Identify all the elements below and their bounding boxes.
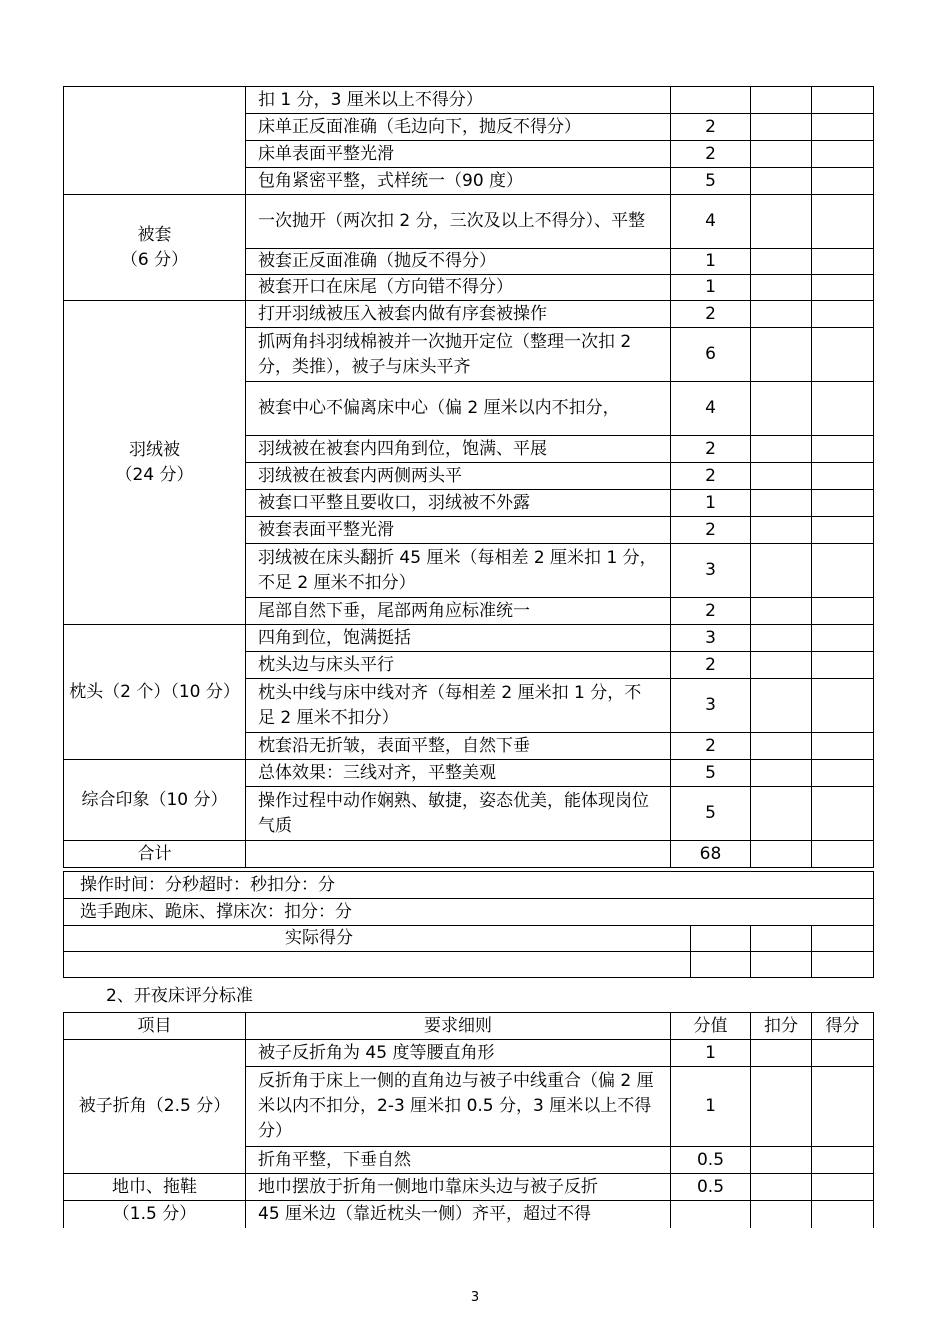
requirement-cell: 被套表面平整光滑: [246, 517, 671, 544]
requirement-cell: 被套开口在床尾（方向错不得分）: [246, 275, 671, 301]
deduct-cell: [751, 760, 812, 787]
score-cell: 2: [671, 436, 751, 463]
score-cell: 1: [671, 275, 751, 301]
requirement-cell: 枕头边与床头平行: [246, 652, 671, 679]
got-cell: [812, 195, 874, 249]
requirement-cell: 地巾摆放于折角一侧地巾靠床头边与被子反折: [246, 1174, 671, 1201]
score-cell: 5: [671, 787, 751, 841]
score-cell: 0.5: [671, 1147, 751, 1174]
score-cell: 2: [671, 114, 751, 141]
item-dijin-score: （1.5 分）: [64, 1201, 246, 1228]
got-cell: [812, 87, 874, 114]
got-cell: [812, 787, 874, 841]
operation-time-row: 操作时间：分秒超时：秒扣分：分: [64, 872, 874, 899]
deduct-cell: [751, 652, 812, 679]
score-cell: 2: [671, 652, 751, 679]
blank-cell: [812, 926, 874, 952]
got-cell: [812, 328, 874, 382]
deduct-cell: [751, 1067, 812, 1147]
got-cell: [812, 436, 874, 463]
requirement-cell: 打开羽绒被压入被套内做有序套被操作: [246, 301, 671, 328]
header-deduct: 扣分: [751, 1013, 812, 1040]
score-cell: 1: [671, 1067, 751, 1147]
blank-cell: [751, 926, 812, 952]
score-cell: 3: [671, 625, 751, 652]
header-item: 项目: [64, 1013, 246, 1040]
requirement-cell: 折角平整，下垂自然: [246, 1147, 671, 1174]
score-cell: 2: [671, 517, 751, 544]
got-cell: [812, 1067, 874, 1147]
actual-score-label: 实际得分: [64, 926, 691, 952]
item-yurongbei: 羽绒被 （24 分）: [64, 301, 246, 625]
requirement-cell: 总体效果：三线对齐，平整美观: [246, 760, 671, 787]
requirement-cell: 包角紧密平整，式样统一（90 度）: [246, 168, 671, 195]
got-cell: [812, 679, 874, 733]
item-beitao: 被套 （6 分）: [64, 195, 246, 301]
score-cell: 2: [671, 301, 751, 328]
requirement-cell: 被子反折角为 45 度等腰直角形: [246, 1040, 671, 1067]
got-cell: [812, 141, 874, 168]
score-cell: 3: [671, 679, 751, 733]
deduct-cell: [751, 463, 812, 490]
item-dijin-tuoxie: 地巾、拖鞋: [64, 1174, 246, 1201]
requirement-cell: 羽绒被在被套内四角到位，饱满、平展: [246, 436, 671, 463]
deduct-cell: [751, 841, 812, 868]
deduct-cell: [751, 1040, 812, 1067]
got-cell: [812, 301, 874, 328]
blank-cell: [751, 952, 812, 978]
header-got: 得分: [812, 1013, 874, 1040]
deduct-cell: [751, 168, 812, 195]
requirement-cell: 45 厘米边（靠近枕头一侧）齐平，超过不得: [246, 1201, 671, 1228]
requirement-cell: 尾部自然下垂，尾部两角应标准统一: [246, 598, 671, 625]
score-cell: 6: [671, 328, 751, 382]
requirement-cell: 扣 1 分，3 厘米以上不得分）: [246, 87, 671, 114]
score-cell: 2: [671, 463, 751, 490]
requirement-cell: 枕头中线与床中线对齐（每相差 2 厘米扣 1 分，不足 2 厘米不扣分）: [246, 679, 671, 733]
score-cell: [671, 1201, 751, 1228]
requirement-cell: 被套中心不偏离床中心（偏 2 厘米以内不扣分，: [246, 382, 671, 436]
item-beizi-zhejiao: 被子折角（2.5 分）: [64, 1040, 246, 1174]
got-cell: [812, 249, 874, 275]
score-cell: 2: [671, 141, 751, 168]
got-cell: [812, 760, 874, 787]
item-zonghe: 综合印象（10 分）: [64, 760, 246, 841]
score-cell: 4: [671, 382, 751, 436]
requirement-cell: 床单表面平整光滑: [246, 141, 671, 168]
deduct-cell: [751, 195, 812, 249]
requirement-cell: 被套口平整且要收口，羽绒被不外露: [246, 490, 671, 517]
deduct-cell: [751, 544, 812, 598]
deduct-cell: [751, 301, 812, 328]
got-cell: [812, 517, 874, 544]
got-cell: [812, 544, 874, 598]
scoring-table-1: [63, 86, 874, 868]
blank-cell: [691, 952, 751, 978]
deduct-cell: [751, 114, 812, 141]
requirement-cell: 抓两角抖羽绒棉被并一次抛开定位（整理一次扣 2 分，类推），被子与床头平齐: [246, 328, 671, 382]
blank-cell: [812, 952, 874, 978]
total-label: 合计: [64, 841, 246, 868]
requirement-cell: 羽绒被在床头翻折 45 厘米（每相差 2 厘米扣 1 分，不足 2 厘米不扣分）: [246, 544, 671, 598]
got-cell: [812, 463, 874, 490]
score-cell: [671, 87, 751, 114]
deduct-cell: [751, 1147, 812, 1174]
deduct-cell: [751, 679, 812, 733]
requirement-cell: 床单正反面准确（毛边向下，抛反不得分）: [246, 114, 671, 141]
section-2-title: 2、开夜床评分标准: [106, 986, 253, 1006]
requirement-cell: 被套正反面准确（抛反不得分）: [246, 249, 671, 275]
got-cell: [812, 652, 874, 679]
page-number: 3: [470, 1290, 480, 1305]
got-cell: [812, 114, 874, 141]
total-value: 68: [671, 841, 751, 868]
score-cell: 4: [671, 195, 751, 249]
got-cell: [812, 490, 874, 517]
deduct-cell: [751, 249, 812, 275]
score-cell: 2: [671, 733, 751, 760]
blank-cell: [691, 926, 751, 952]
deduct-cell: [751, 141, 812, 168]
score-cell: 5: [671, 760, 751, 787]
requirement-cell: 操作过程中动作娴熟、敏捷，姿态优美，能体现岗位气质: [246, 787, 671, 841]
header-requirement: 要求细则: [246, 1013, 671, 1040]
got-cell: [812, 841, 874, 868]
deduct-cell: [751, 275, 812, 301]
deduct-cell: [751, 87, 812, 114]
got-cell: [812, 168, 874, 195]
requirement-cell: 反折角于床上一侧的直角边与被子中线重合（偏 2 厘米以内不扣分，2-3 厘米扣 0.5 分，3 厘米以上不得分）: [246, 1067, 671, 1147]
deduct-cell: [751, 382, 812, 436]
requirement-cell: 羽绒被在被套内两侧两头平: [246, 463, 671, 490]
deduct-cell: [751, 328, 812, 382]
deduct-cell: [751, 1174, 812, 1201]
got-cell: [812, 1201, 874, 1228]
deduct-cell: [751, 598, 812, 625]
got-cell: [812, 1174, 874, 1201]
deduct-cell: [751, 625, 812, 652]
deduct-cell: [751, 436, 812, 463]
blank-cell: [64, 952, 691, 978]
got-cell: [812, 625, 874, 652]
score-cell: 2: [671, 598, 751, 625]
scoring-table-2: [63, 1012, 874, 1228]
requirement-cell: 一次抛开（两次扣 2 分，三次及以上不得分）、平整: [246, 195, 671, 249]
requirement-cell: 四角到位，饱满挺括: [246, 625, 671, 652]
got-cell: [812, 733, 874, 760]
header-score: 分值: [671, 1013, 751, 1040]
score-cell: 0.5: [671, 1174, 751, 1201]
score-cell: 5: [671, 168, 751, 195]
total-blank: [246, 841, 671, 868]
item-cell: [64, 87, 246, 195]
score-cell: 1: [671, 1040, 751, 1067]
got-cell: [812, 598, 874, 625]
deduct-cell: [751, 787, 812, 841]
deduct-cell: [751, 490, 812, 517]
foul-row: 选手跑床、跪床、撑床次：扣分：分: [64, 899, 874, 926]
deduct-cell: [751, 517, 812, 544]
got-cell: [812, 1147, 874, 1174]
got-cell: [812, 382, 874, 436]
deduct-cell: [751, 733, 812, 760]
score-cell: 1: [671, 249, 751, 275]
requirement-cell: 枕套沿无折皱，表面平整，自然下垂: [246, 733, 671, 760]
got-cell: [812, 275, 874, 301]
got-cell: [812, 1040, 874, 1067]
score-cell: 3: [671, 544, 751, 598]
score-cell: 1: [671, 490, 751, 517]
scoring-table-1-footer: [63, 871, 874, 978]
item-zhentou: 枕头（2 个）（10 分）: [64, 625, 246, 760]
deduct-cell: [751, 1201, 812, 1228]
